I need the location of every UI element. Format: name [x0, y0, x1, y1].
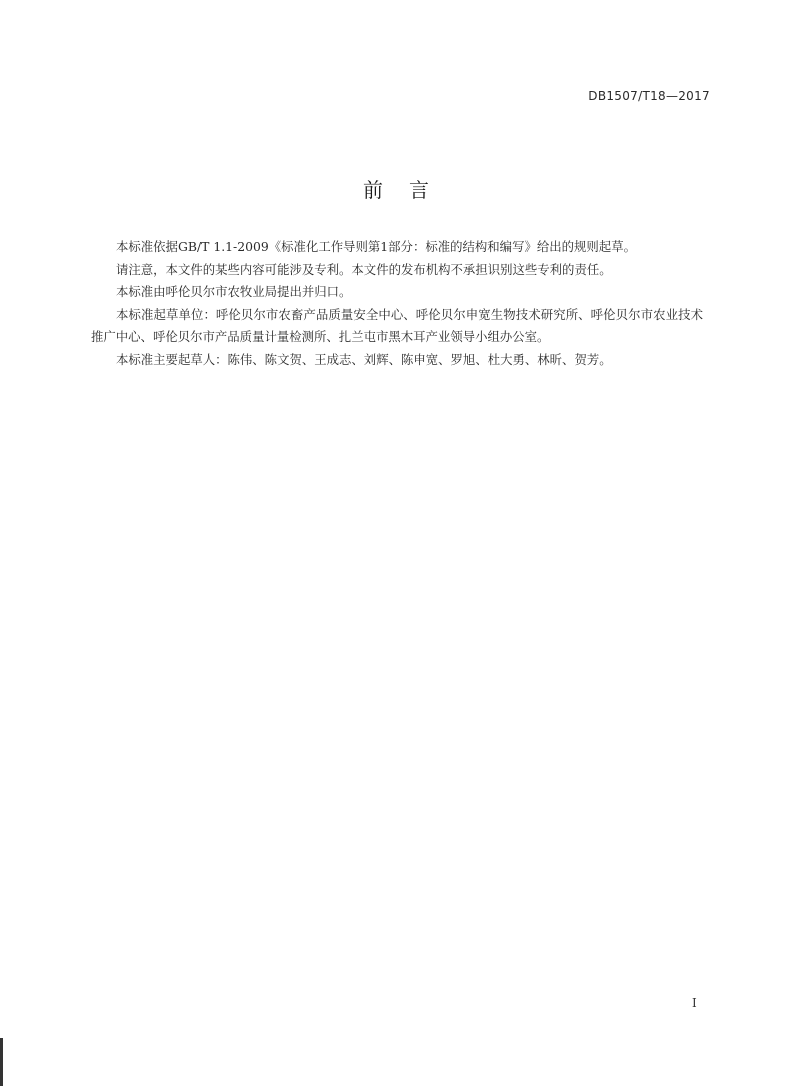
paragraph-patent-notice: 请注意，本文件的某些内容可能涉及专利。本文件的发布机构不承担识别这些专利的责任。 [116, 261, 612, 277]
paragraph-drafting-units: 本标准起草单位：呼伦贝尔市农畜产品质量安全中心、呼伦贝尔申宽生物技术研究所、呼伦贝尔市农业技术推广中心、呼伦贝尔市产品质量计量检测所、扎兰屯市黑木耳产业领导小组办公室。 [91, 306, 703, 344]
document-code: DB1507/T18—2017 [588, 89, 710, 103]
paragraph-drafting-rules: 本标准依据GB/T 1.1-2009《标准化工作导则第1部分：标准的结构和编写》给出的规则起草。 [116, 239, 636, 254]
page-title: 前言 [363, 178, 455, 202]
paragraph-drafters: 本标准主要起草人：陈伟、陈文贺、王成志、刘辉、陈申宽、罗旭、杜大勇、林昕、贺芳。 [116, 351, 612, 367]
foreword-body [91, 236, 703, 371]
paragraph-proposer: 本标准由呼伦贝尔市农牧业局提出并归口。 [116, 284, 352, 299]
page-number: I [692, 996, 697, 1010]
scan-edge-mark [0, 1038, 3, 1086]
